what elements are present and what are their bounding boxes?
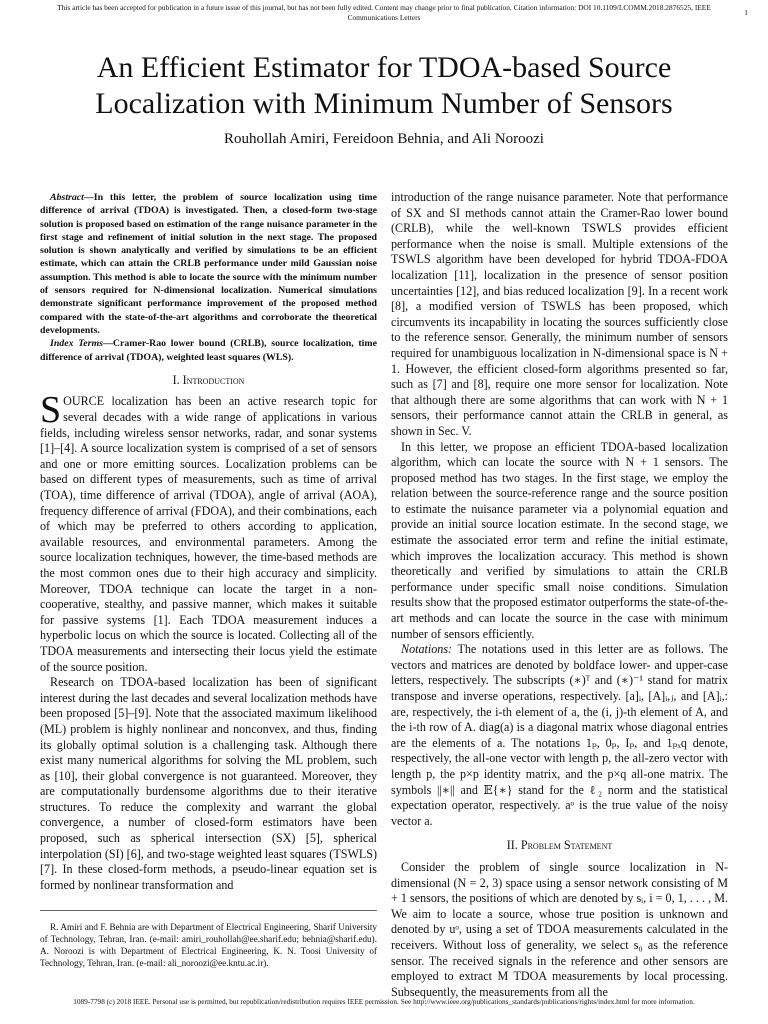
- index-terms: [40, 337, 377, 364]
- problem-paragraph-1: Consider the problem of single source localization in N-dimensional (N = 2, 3) space using a sensor network consisting of M + 1 sensors, the positions of which are denoted by sᵢ, i = 0, 1, . . . , M. We aim to locate a source, whose true position is unknown and denoted by uᵒ, using a set of TDOA measurements calculated in the receivers. Without loss of generality, we select s₀ as the reference sensor. The received signals in the reference and other sensors are employed to extract M TDOA measurements by local processing. Subsequently, the measurements from all the: [391, 859, 728, 999]
- left-column: [40, 191, 377, 893]
- notice-line-1: This article has been accepted for publication in a future issue of this journal, but has not been fully edited. Content may change prior to final publication. Citation information: DOI 10.1109/LCOMM.2018.2876525, IEEE: [57, 3, 711, 12]
- title-line-2: Localization with Minimum Number of Sensors: [95, 87, 673, 120]
- title-line-1: An Efficient Estimator for TDOA-based Source: [96, 51, 672, 84]
- page-number: 1: [744, 8, 748, 17]
- index-terms-text: —Cramer-Rao lower bound (CRLB), source localization, time difference of arrival (TDOA), weighted least squares (WLS).: [40, 338, 377, 363]
- notations-paragraph: [391, 642, 728, 829]
- section-heading-problem-statement: II. Problem Statement: [506, 838, 613, 853]
- drop-cap: S: [40, 389, 62, 432]
- journal-notice: [20, 3, 748, 23]
- notations-text: The notations used in this letter are as follows. The vectors and matrices are denoted by boldface lower- and upper-case letters, respectively. The subscripts (∗)ᵀ and (∗)⁻¹ stand for matrix transpose and inverse operations, respectively. [a]ᵢ, [A]ᵢ,ⱼ, and [A]ᵢ,: are, respectively, the i-th element of a, the (i, j)-th element of A, and the i-th row of A. diag(a) is a diagonal matrix whose diagonal entries are the elements of a. The notations 1ₚ, 0ₚ, Iₚ, and 1ₚₓq denote, respectively, the all-one vector with length p, the all-zero vector with length p, the p×p identity matrix, and the p×q all-one matrix. The symbols ||∗|| and 𝔼{∗} stand for the ℓ₂ norm and the statistical expectation operator, respectively. aᵒ is the true value of the noisy vector a.: [391, 642, 728, 828]
- right-column: [391, 190, 728, 1000]
- intro-paragraph-1: [40, 389, 377, 675]
- index-terms-label: Index Terms: [50, 338, 103, 350]
- notice-line-2: Communications Letters: [347, 13, 421, 22]
- abstract-label: Abstract: [50, 192, 84, 203]
- intro-paragraph-3: introduction of the range nuisance parameter. Note that performance of SX and SI methods cannot attain the Cramer-Rao lower bound (CRLB), while the well-known TSWLS provides efficient performance when the noise is small. Multiple extensions of the TSWLS algorithm have been developed for hybrid TDOA-FDOA localization [11], localization in the presence of sensor position uncertainties [12], and bias reduced localization [9]. In a recent work [8], a modified version of TSWLS has been proposed, which circumvents its incapability in locating the sources sufficiently close to the reference sensor. Generally, the minimum number of sensors required for unambiguous localization in N-dimensional space is N + 1. However, the efficient closed-form algorithms presented so far, such as [7] and [8], require one more sensor for localization. Note that although there are some algorithms that can work with N + 1 sensors, their performance cannot attain the CRLB in general, as shown in Sec. V.: [391, 190, 728, 438]
- footnote-text: R. Amiri and F. Behnia are with Department of Electrical Engineering, Sharif University of Technology, Tehran, Iran. (e-mail: amiri_rouhollah@ee.sharif.edu; behnia@sharif.edu). A. Noroozi is with Department of Electrical Engineering, K. N. Toosi University of Technology, Tehran, Iran. (e-mail: ali_noroozi@ee.kntu.ac.ir).: [40, 922, 377, 968]
- paper-title: [40, 50, 728, 122]
- copyright-notice: 1089-7798 (c) 2018 IEEE. Personal use is permitted, but republication/redistribution requires IEEE permission. See http://www.ieee.org/publications_standards/publications/rights/index.html for more information.: [73, 997, 695, 1006]
- intro-paragraph-4: In this letter, we propose an efficient TDOA-based localization algorithm, which can locate the source with N + 1 sensors. The proposed method has two stages. In the first stage, we employ the relation between the source-reference range and the source position to estimate the nuisance parameter via a polynomial equation and provide an initial source location estimate. In the second stage, we estimate the associated error term and refine the initial estimate, which improves the localization accuracy. This method is shown theoretically and verified by simulations to attain the CRLB performance under specific small noise conditions. Simulation results show that the proposed estimator outperforms the state-of-the-art methods and can locate the source in the case with minimum number of sensors efficiently.: [391, 439, 728, 641]
- section-heading-introduction: I. Introduction: [172, 372, 245, 387]
- affiliation-footnote: [40, 910, 377, 969]
- intro-paragraph-2: Research on TDOA-based localization has been of significant interest during the last decades and several localization methods have been proposed [5]–[9]. Note that the associated maximum likelihood (ML) problem is highly nonlinear and nonconvex, and thus, finding its globally optimal solution is a challenging task. Although there exist many numerical algorithms for solving the ML problem, such as [10], their global convergence is not guaranteed. Moreover, they are computationally burdensome algorithms due to their iterative structures. To reduce the complexity and warrant the global convergence, a number of closed-form estimators have been proposed, such as spherical intersection (SX) [5], spherical interpolation (SI) [6], and two-stage weighted least squares (TSWLS) [7]. In these closed-form methods, a pseudo-linear equation set is formed by nonlinear transformation and: [40, 675, 377, 892]
- intro-paragraph-1-text: OURCE localization has been an active research topic for several decades with a wide range of applications in various fields, including wireless sensor networks, radar, and sonar systems [1]–[4]. A source localization system is comprised of a set of sensors and one or more emitting sources. Localization problems can be based on different types of measurements, such as time of arrival (TOA), time difference of arrival (TDOA), angle of arrival (AOA), frequency difference of arrival (FDOA), and their combinations, each of which may be preferred to others according to application, available resources, and environmental parameters. Among the source localization techniques, however, the time-based methods are the most common ones due to their high accuracy and simplicity. Moreover, TDOA technique can locate the target in a non-cooperative, stealthy, and passive manner, which makes it suitable for passive systems [1]. Each TDOA measurement induces a hyperbolic locus on which the source is located. Collecting all of the TDOA measurements and intersecting their locus yield the estimate of the source position.: [40, 394, 377, 674]
- abstract-text: —In this letter, the problem of source localization using time difference of arrival (TDOA) is investigated. Then, a closed-form two-stage solution is proposed based on estimation of the range nuisance parameter in the first stage and refinement of initial solution in the next stage. The proposed solution is shown analytically and verified by simulations to be an efficient estimate, which can attain the CRLB performance under mild Gaussian noise assumption. This method is able to locate the source with the minimum number of sensors required for N-dimensional localization. Numerical simulations demonstrate significant performance improvement of the proposed method compared with the state-of-the-art algorithms and corroborate the theoretical developments.: [40, 192, 377, 336]
- author-list: Rouhollah Amiri, Fereidoon Behnia, and Ali Noroozi: [224, 131, 544, 147]
- abstract: [40, 191, 377, 337]
- notations-label: Notations:: [401, 642, 453, 657]
